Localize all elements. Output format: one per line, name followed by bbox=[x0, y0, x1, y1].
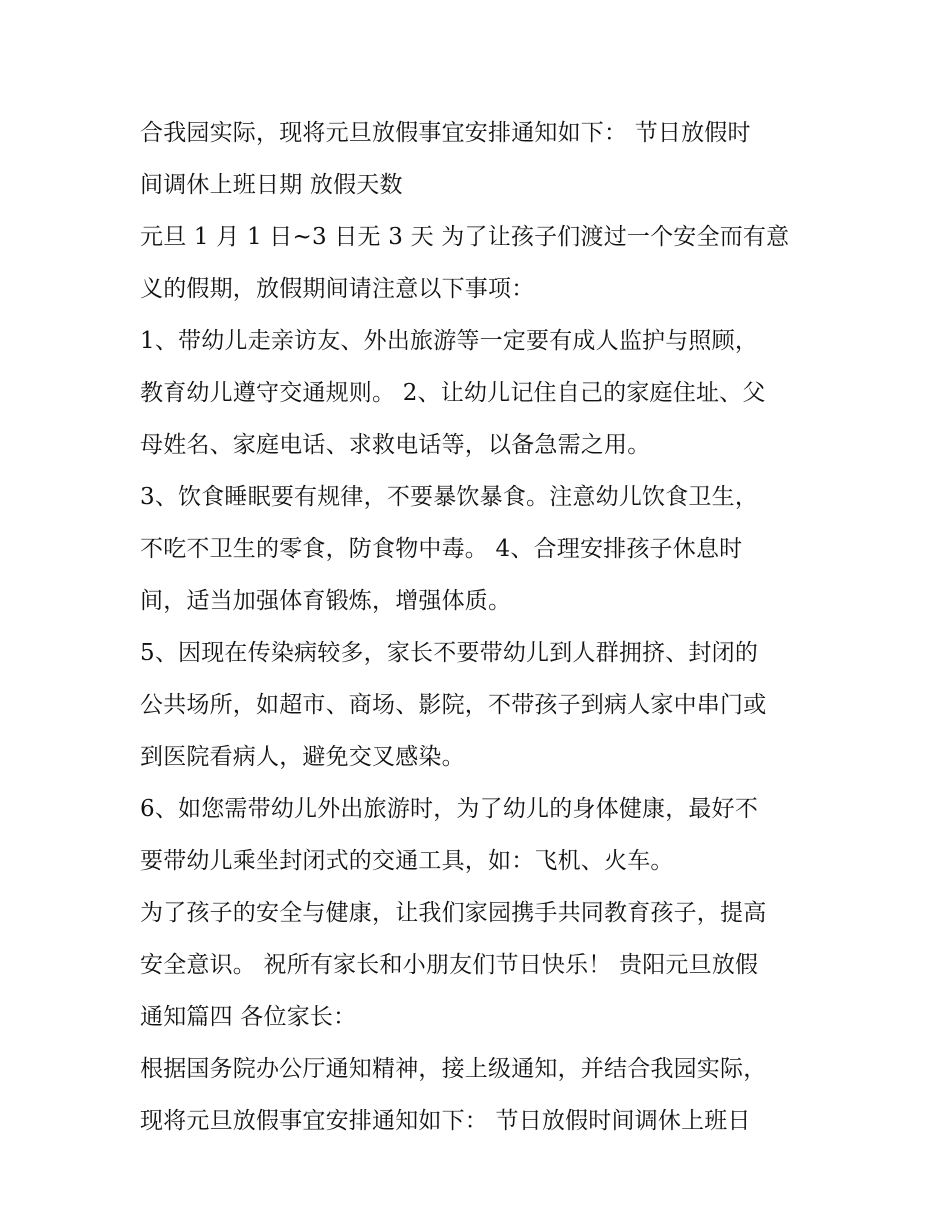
text-line: 公共场所，如超市、商场、影院，不带孩子到病人家中串门或 bbox=[140, 692, 767, 718]
text-line: 合我园实际，现将元旦放假事宜安排通知如下： 节日放假时 bbox=[140, 120, 751, 146]
text-line: 为了孩子的安全与健康，让我们家园携手共同教育孩子，提高 bbox=[140, 900, 767, 926]
text-line: 到医院看病人，避免交叉感染。 bbox=[140, 744, 465, 770]
text-line: 根据国务院办公厅通知精神，接上级通知，并结合我园实际， bbox=[140, 1056, 767, 1082]
text-line: 母姓名、家庭电话、求救电话等，以备急需之用。 bbox=[140, 432, 651, 458]
text-line: 1、带幼儿走亲访友、外出旅游等一定要有成人监护与照顾， bbox=[140, 328, 759, 354]
text-line: 义的假期，放假期间请注意以下事项： bbox=[140, 276, 535, 302]
text-line: 不吃不卫生的零食，防食物中毒。 4、合理安排孩子休息时 bbox=[140, 536, 743, 562]
text-line: 教育幼儿遵守交通规则。 2、让幼儿记住自己的家庭住址、父 bbox=[140, 380, 766, 406]
text-line: 现将元旦放假事宜安排通知如下： 节日放假时间调休上班日 bbox=[140, 1108, 751, 1134]
text-line: 元旦 1 月 1 日~3 日无 3 天 为了让孩子们渡过一个安全而有意 bbox=[140, 224, 790, 250]
text-line: 3、饮食睡眠要有规律，不要暴饮暴食。注意幼儿饮食卫生， bbox=[140, 484, 759, 510]
text-line: 间，适当加强体育锻炼，增强体质。 bbox=[140, 588, 512, 614]
text-line: 间调休上班日期 放假天数 bbox=[140, 172, 403, 198]
text-line: 5、因现在传染病较多，家长不要带幼儿到人群拥挤、封闭的 bbox=[140, 640, 759, 666]
text-line: 安全意识。 祝所有家长和小朋友们节日快乐！ 贵阳元旦放假 bbox=[140, 952, 759, 978]
text-line: 6、如您需带幼儿外出旅游时，为了幼儿的身体健康，最好不 bbox=[140, 796, 759, 822]
document-body bbox=[140, 107, 830, 1147]
text-line: 通知篇四 各位家长： bbox=[140, 1004, 357, 1030]
text-line: 要带幼儿乘坐封闭式的交通工具，如：飞机、火车。 bbox=[140, 848, 674, 874]
